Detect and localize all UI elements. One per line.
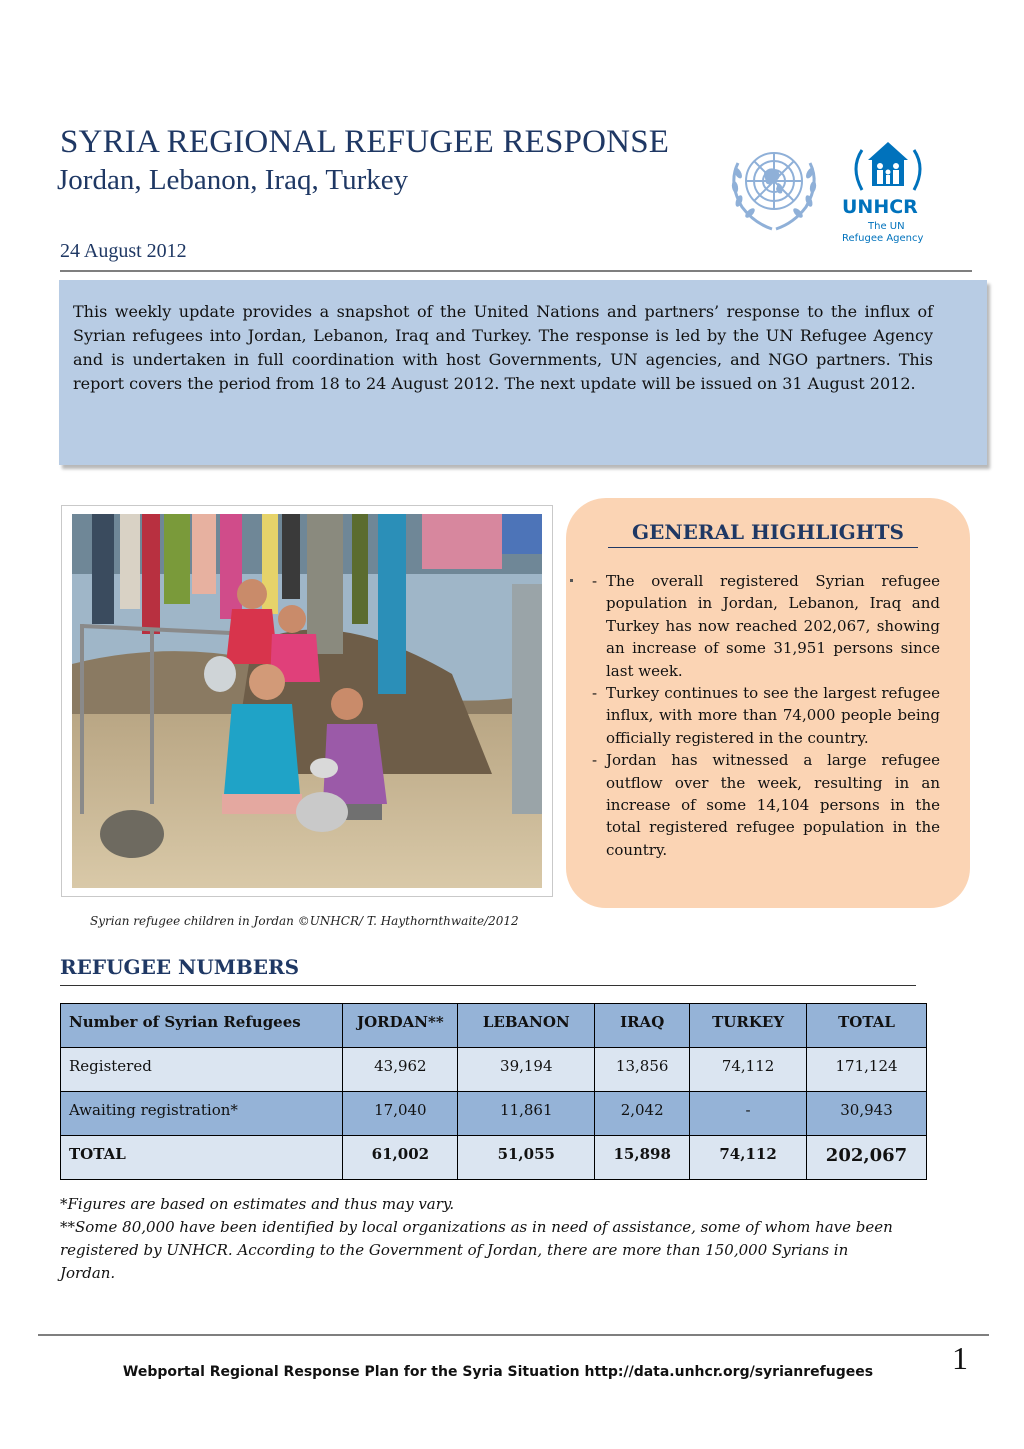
- refugee-children-photo: [72, 514, 542, 888]
- table-row: [61, 1092, 927, 1136]
- highlights-list: [580, 570, 940, 861]
- column-header: LEBANON: [458, 1004, 595, 1048]
- table-cell: -: [690, 1092, 807, 1136]
- table-footnotes: [60, 1193, 906, 1285]
- table-cell: 74,112: [690, 1136, 807, 1180]
- intro-summary: This weekly update provides a snapshot of the United Nations and partners’ response to the influx of Syrian refugees into Jordan, Lebanon, Iraq and Turkey. The response is led by the UN Refugee Agency and is undertaken in full coordination with host Governments, UN agencies, and NGO partners. This report covers the period from 18 to 24 August 2012. The next update will be issued on 31 August 2012.: [59, 280, 987, 465]
- table-cell: 30,943: [807, 1092, 927, 1136]
- refugee-numbers-underline: [60, 985, 916, 986]
- photo-caption: Syrian refugee children in Jordan ©UNHCR/ T. Haythornthwaite/2012: [90, 914, 519, 928]
- document-title: SYRIA REGIONAL REFUGEE RESPONSE: [60, 124, 670, 160]
- page-number: 1: [952, 1340, 968, 1376]
- unhcr-tagline-line-2: Refugee Agency: [842, 233, 924, 244]
- row-label: Awaiting registration*: [61, 1092, 343, 1136]
- table-cell: 61,002: [343, 1136, 458, 1180]
- row-label: TOTAL: [61, 1136, 343, 1180]
- grand-total-cell: 202,067: [807, 1136, 927, 1180]
- table-total-row: [61, 1136, 927, 1180]
- highlights-title-underline: [608, 547, 918, 548]
- column-header: TURKEY: [690, 1004, 807, 1048]
- table-header-row: [61, 1004, 927, 1048]
- report-date: 24 August 2012: [60, 240, 187, 262]
- un-emblem-logo: [718, 133, 830, 237]
- refugee-numbers-title: REFUGEE NUMBERS: [60, 955, 300, 979]
- highlights-title: GENERAL HIGHLIGHTS: [632, 520, 904, 544]
- general-highlights-panel: [566, 498, 970, 908]
- highlight-item: - Jordan has witnessed a large refugee outflow over the week, resulting in an increase of some 14,104 persons in the total registered refugee population in the country.: [580, 749, 940, 861]
- table-cell: 171,124: [807, 1048, 927, 1092]
- bullet-dot-icon: [570, 579, 573, 582]
- table-cell: 51,055: [458, 1136, 595, 1180]
- table-cell: 17,040: [343, 1092, 458, 1136]
- footnote: **Some 80,000 have been identified by local organizations as in need of assistance, some of whom have been registered by UNHCR. According to the Government of Jordan, there are more than 150,000 Syrians in Jordan.: [60, 1218, 893, 1282]
- table-cell: 2,042: [595, 1092, 690, 1136]
- table-cell: 15,898: [595, 1136, 690, 1180]
- column-header: IRAQ: [595, 1004, 690, 1048]
- row-label: Registered: [61, 1048, 343, 1092]
- unhcr-emblem-icon: [838, 136, 938, 198]
- highlight-item: - The overall registered Syrian refugee population in Jordan, Lebanon, Iraq and Turkey has now reached 202,067, showing an increase of some 31,951 persons since last week.: [580, 570, 940, 682]
- unhcr-logo: [838, 136, 938, 248]
- photo-frame: [61, 505, 553, 897]
- table-row: [61, 1048, 927, 1092]
- table-cell: 13,856: [595, 1048, 690, 1092]
- table-cell: 11,861: [458, 1092, 595, 1136]
- unhcr-tagline-line-1: The UN: [868, 221, 905, 232]
- table-cell: 43,962: [343, 1048, 458, 1092]
- footer-divider: [38, 1334, 989, 1336]
- column-header: Number of Syrian Refugees: [61, 1004, 343, 1048]
- highlight-item: - Turkey continues to see the largest refugee influx, with more than 74,000 people being officially registered in the country.: [580, 682, 940, 749]
- table-cell: 74,112: [690, 1048, 807, 1092]
- refugee-numbers-table: [60, 1003, 927, 1180]
- unhcr-wordmark: UNHCR: [842, 196, 918, 218]
- footer-webportal-text: Webportal Regional Response Plan for the Syria Situation http://data.unhcr.org/syrianrefugees: [122, 1364, 874, 1380]
- document-subtitle: Jordan, Lebanon, Iraq, Turkey: [57, 164, 409, 196]
- footnote: *Figures are based on estimates and thus may vary.: [60, 1195, 455, 1213]
- photo-illustration: [72, 514, 542, 888]
- column-header: TOTAL: [807, 1004, 927, 1048]
- table-cell: 39,194: [458, 1048, 595, 1092]
- column-header: JORDAN**: [343, 1004, 458, 1048]
- header-divider: [60, 270, 972, 272]
